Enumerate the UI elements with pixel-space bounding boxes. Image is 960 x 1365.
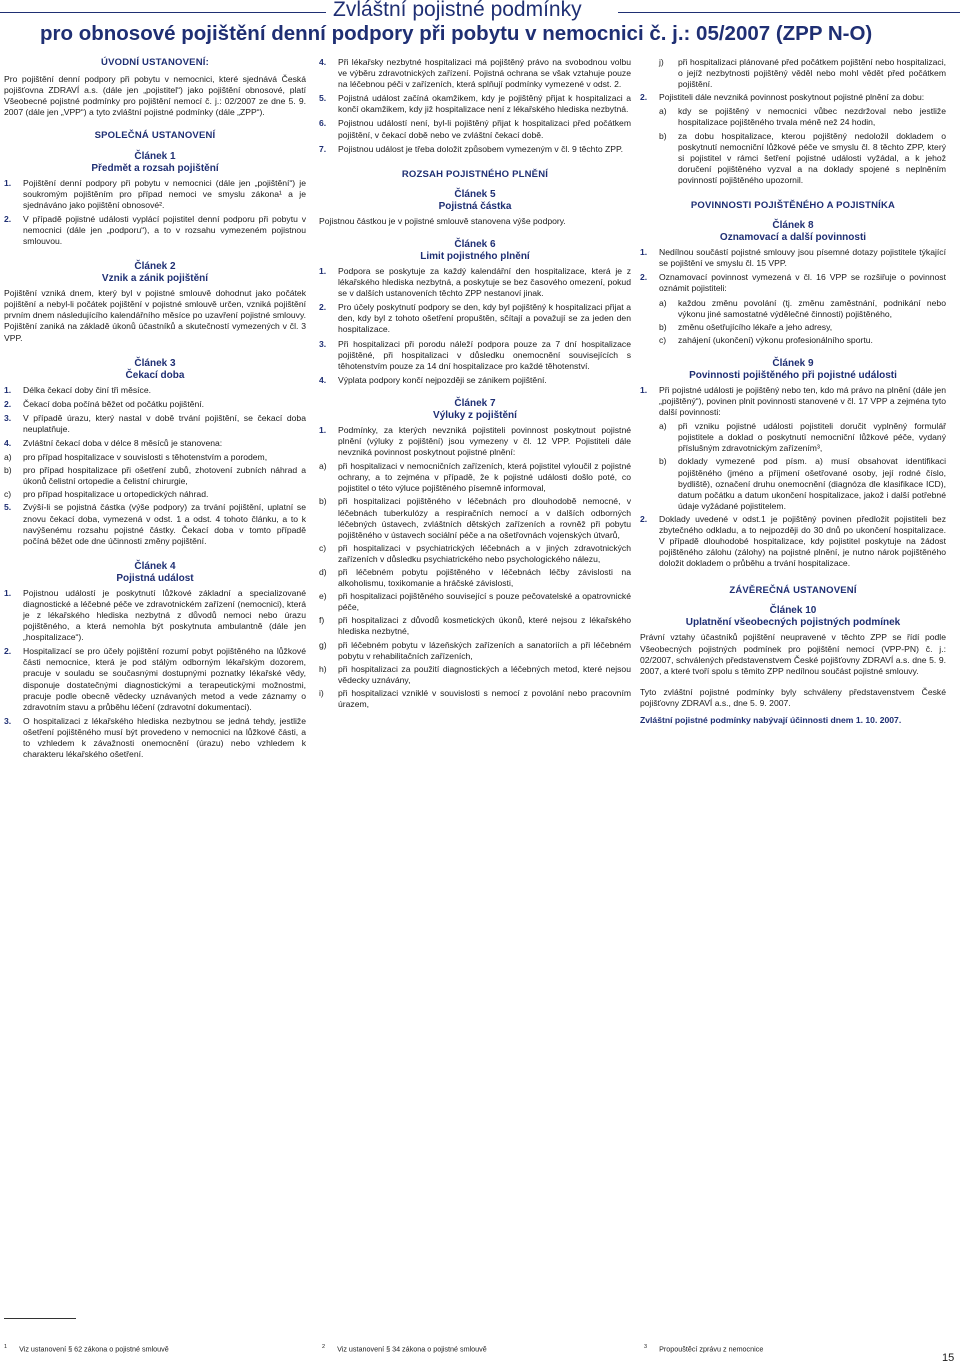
article-5-heading: Článek 5 Pojistná částka — [438, 188, 512, 212]
intro-paragraph: Pro pojištění denní podpory při pobytu v nemocnici, které sjednává Česká pojišťovna ZDRAVÍ a.s. (dále jen „pojistitel“) jako pojištění obnosové, platí Všeobecné pojistné podmínky pro pojištění nemocí č. j.: 02/2007 ze dne 5. 9. 2007 (dále jen „VPP“) a tyto zvláštní pojistné podmínky (dále „ZPP“). — [4, 74, 306, 118]
list-item: 4. Při lékařsky nezbytné hospitalizaci má pojištěný právo na svobodnou volbu ve výběru zdravotnických zařízení. Pojistná ochrana se však vztahuje pouze na léčebnou péči v zařízeních, která splňují podmínky vymezené v odst. 2. — [319, 57, 631, 90]
column-3 — [640, 57, 946, 726]
sub-item: a) při vzniku pojistné události pojistiteli doručit vyplněný formulář pojistitele a doklad o poskytnutí nemocniční lůžkové péče, vydaný příslušným zdravotnickým zařízením³, — [659, 421, 946, 454]
header-rule-right — [618, 12, 960, 13]
list-item: 3. V případě úrazu, který nastal v době trvání pojištění, se čekací doba neuplatňuje. — [4, 412, 306, 434]
article-7-heading: Článek 7 Výluky z pojištění — [433, 397, 517, 421]
document-title: Zvláštní pojistné podmínky — [333, 0, 582, 21]
sub-item: e) při hospitalizaci pojištěného související s pouze pečovatelské a opatrovnické péče, — [319, 591, 631, 613]
sub-item: c) při hospitalizaci v psychiatrických léčebnách a v jiných zdravotnických zařízeních v důsledku psychiatrického nebo psychologického nálezu, — [319, 542, 631, 564]
section-title-duties: POVINNOSTI POJIŠTĚNÉHO A POJISTNÍKA — [690, 200, 896, 212]
section-title-final: ZÁVĚREČNÁ USTANOVENÍ — [729, 585, 857, 597]
page-number: 15 — [942, 1352, 955, 1364]
list-item: 1. Nedílnou součástí pojistné smlouvy jsou písemné dotazy pojistitele týkající se pojištění ve smyslu čl. 15 VPP. — [640, 247, 946, 269]
sub-item: a) každou změnu povolání (tj. změnu zaměstnání, podnikání nebo výkonu jiné samostatné výdělečné činnosti) pojištěného, — [659, 297, 946, 319]
sub-item: c) pro případ hospitalizace u ortopedických náhrad. — [4, 489, 209, 500]
article-10-heading: Článek 10 Uplatnění všeobecných pojistných podmínek — [685, 605, 901, 629]
list-item: 1. Podmínky, za kterých nevzniká pojistiteli povinnost poskytnout pojistné plnění (výluky z pojištění) jsou vymezeny v čl. 12 VPP. Pojistiteli dále nevzniká povinnost poskytnout pojistné plnění: — [319, 424, 631, 458]
article-6-heading: Článek 6 Limit pojistného plnění — [420, 238, 530, 262]
column-1 — [4, 57, 306, 763]
article-8-heading: Článek 8 Oznamovací a další povinnosti — [719, 220, 867, 244]
list-item: 4. Výplata podpory končí nejpozději se zánikem pojištění. — [319, 374, 547, 385]
list-item: 2. Doklady uvedené v odst.1 je pojištěný povinen předložit pojistiteli bez zbytečného odkladu, a to nejpozději do 30 dnů po ukončení hospitalizace. V případě dlouhodobé hospitalizace, kdy pojistitel poskytuje na žádost pojištěného zálohu (zálohy) na pojistné plnění, je nutno nárok pojištěného doložit dokladem o průběhu a trvání hospitalizace. — [640, 513, 946, 569]
footnote-2: $^2$ Viz ustanovení § 34 zákona o pojistné smlouvě — [322, 1344, 487, 1354]
list-item: 1. Pojistnou událostí je poskytnutí lůžkové základní a specializované diagnostické a léčebné péče ve zdravotnickém zařízení (nemocnici), která je z lékařského hlediska nezbytná z důvodů nemoci nebo úrazu pojištěného, a která nemohla být poskytnuta ambulantně (dále jen „hospitalizace“). — [4, 587, 306, 643]
list-item: 2. Hospitalizací se pro účely pojištění rozumí pobyt pojištěného na lůžkové části nemocnice, která je pod stálým odborným lékařským dozorem, pracuje v souladu se současnými dostupnými poznatky lékařské vědy, disponuje dostatečnými diagnostickými a terapeutickými možnostmi, pracuje podle obecně vědecky uznávaných metod a vede záznamy o zdravotním stavu a průběhu léčení (zdravotní dokumentaci). — [4, 646, 306, 712]
list-item: 4. Zvláštní čekací doba v délce 8 měsíců je stanovena: — [4, 437, 223, 448]
sub-item: d) při léčebném pobytu pojištěného v léčebnách léčby závislosti na alkoholismu, toxikomanie a hráčské závislosti, — [319, 567, 631, 589]
list-item: 1. Délka čekací doby činí tři měsíce. — [4, 384, 151, 395]
sub-item: g) při léčebném pobytu v lázeňských zařízeních a sanatoriích a při léčebném pobytu v rehabilitačních zařízeních, — [319, 639, 631, 661]
effective-date-note: Zvláštní pojistné podmínky nabývají účinnosti dnem 1. 10. 2007. — [640, 715, 902, 726]
list-item: 5. Zvýší-li se pojistná částka (výše podpory) za trvání pojištění, uplatní se znovu čekací doba, vymezená v odst. 1 a odst. 4 tohoto článku, a to k navýšenému rozsahu pojistné částky. Čekací doba v tomto případě počíná běžet ode dne účinnosti změny pojištění. — [4, 502, 306, 546]
document-subtitle: pro obnosové pojištění denní podpory při pobytu v nemocnici č. j.: 05/2007 (ZPP N-O) — [40, 22, 873, 45]
sub-item: b) za dobu hospitalizace, kterou pojištěný nedoložil dokladem o poskytnutí nemocniční lůžkové péče ve smyslu čl. 8 těchto ZPP, který si pojistitel v rámci šetření pojistné události vyžádal, a k jehož doručení pojištěného vyzval a na doklady spojené s neplněním povinností pojištěného upozornil. — [659, 130, 946, 185]
section-title-scope: ROZSAH POJISTNÉHO PLNĚNÍ — [401, 168, 549, 180]
sub-item: i) při hospitalizaci vzniklé v souvislosti s nemocí z povolání nebo pracovním úrazem, — [319, 687, 631, 710]
section-title-intro: ÚVODNÍ USTANOVENÍ: — [101, 57, 209, 68]
article-5-paragraph: Pojistnou částkou je v pojistné smlouvě stanovena výše podpory. — [319, 215, 566, 226]
list-item: 5. Pojistná událost začíná okamžikem, kdy je pojištěný přijat k hospitalizaci a končí okamžikem, kdy již hospitalizace není z lékařského hlediska nezbytná. — [319, 93, 631, 115]
list-item: 7. Pojistnou událost je třeba doložit způsobem vymezeným v čl. 9 těchto ZPP. — [319, 143, 624, 154]
sub-item: b) doklady vymezené pod písm. a) musí obsahovat identifikaci pojištěného (jméno a příjmení ošetřované osoby, její rodné číslo, bydliště), označení druhu onemocnění (diagnóza dle klasifikace ICD), datum počátku a datum ukončení hospitalizace, jakož i další potřebné údaje vyžádané pojistitelem. — [659, 456, 946, 511]
article-2-paragraph: Pojištění vzniká dnem, který byl v pojistné smlouvě dohodnut jako počátek pojištění a nebyl-li počátek pojištění v pojistné smlouvě určen, vzniká pojištění prvním dnem následujícího kalendářního měsíce po uzavření pojistné smlouvy. Pojištění zaniká na základě úkonů účastníků a skutečností vymezených v čl. 3 VPP. — [4, 288, 306, 343]
list-item: 2. V případě pojistné události vyplácí pojistitel denní podporu při pobytu v nemocnici (dále jen „podporu“), a to v rozsahu vymezeném pojistnou smlouvou. — [4, 213, 306, 247]
article-3-heading: Článek 3 Čekací doba — [125, 357, 185, 381]
footnote-1: $^1$ Viz ustanovení § 62 zákona o pojistné smlouvě — [4, 1344, 169, 1354]
sub-item: b) při hospitalizaci pojištěného v léčebnách pro dlouhodobě nemocné, v léčebnách tuberkulózy a respiračních nemocí a v dalších odborných léčebných ústavech, zvláštních dětských zařízeních a rovněž při pobytu pojištěného v ústavech sociální péče a na ošetřovnách vojenských útvarů, — [319, 496, 631, 540]
footnote-rule — [4, 1318, 76, 1319]
list-item: 3. O hospitalizaci z lékařského hlediska nezbytnou se jedná tehdy, jestliže ošetření pojištěného musí být provedeno v nemocnici na lůžkové části, a to vzhledem k závažnosti onemocnění (úrazu) nebo vzhledem k charakteru lékařského ošetření. — [4, 715, 306, 760]
list-item: 2. Pro účely poskytnutí podpory se den, kdy byl pojištěný k hospitalizaci přijat a den, kdy byl z tohoto ošetření propuštěn, sčítají a považují se za jeden den hospitalizace. — [319, 302, 631, 335]
footnote-3: $^3$ Propouštěcí zprávu z nemocnice — [644, 1344, 764, 1354]
section-title-common: SPOLEČNÁ USTANOVENÍ — [94, 130, 216, 142]
list-item: 3. Při hospitalizaci při porodu náleží podpora pouze za 7 dní hospitalizace pojištěné, při hospitalizaci v důsledku onemocnění souvisejících s těhotenstvím pouze za 14 dní hospitalizace pro každé těhotenství. — [319, 338, 631, 371]
list-item: 1. Podpora se poskytuje za každý kalendářní den hospitalizace, která je z lékařského hlediska nezbytná, a poskytuje se bez časového omezení, pokud se v dalších ustanoveních těchto ZPP nestanoví jinak. — [319, 265, 631, 299]
sub-item: a) při hospitalizaci v nemocničních zařízeních, která pojistitel vyloučil z pojistné ochrany, a to zejména v případě, že k pojistné události došlo poté, co pojistitel o této výluce pojištěného písemně informoval, — [319, 461, 631, 494]
sub-item: a) pro případ hospitalizace v souvislosti s těhotenstvím a porodem, — [4, 452, 268, 463]
article-4-heading: Článek 4 Pojistná událost — [116, 560, 194, 584]
list-item: 6. Pojistnou událostí není, byl-li pojištěný přijat k hospitalizaci před počátkem pojištění, v čekací době nebo ve zvláštní čekací době. — [319, 118, 631, 140]
column-2 — [319, 57, 631, 712]
approval-paragraph: Tyto zvláštní pojistné podmínky byly schváleny představenstvem České pojišťovny ZDRAVÍ a.s., dne 5. 9. 2007. — [640, 686, 946, 708]
header-rule-left — [0, 12, 326, 13]
list-item: 2. Pojistiteli dále nevzniká povinnost poskytnout pojistné plnění za dobu: — [640, 92, 925, 103]
sub-item: b) pro případ hospitalizace při ošetření zubů, zhotovení zubních náhrad a úkonů čelistní ortopedie a čelistní chirurgie, — [4, 465, 306, 487]
list-item: 2. Čekací doba počíná běžet od počátku pojištění. — [4, 398, 205, 409]
article-10-paragraph: Právní vztahy účastníků pojištění neupravené v těchto ZPP se řídí podle Všeobecných pojistných podmínek pro pojištění nemocí (VPP-PN) č. j.: 02/2007, schválených představenstvem České pojišťovny ZDRAVÍ a.s. dne 5. 9. 2007, a které tvoří spolu s těmito ZPP nedílnou součást pojistné smlouvy. — [640, 632, 946, 676]
article-1-heading: Článek 1 Předmět a rozsah pojištění — [91, 150, 219, 174]
sub-item: b) změnu ošetřujícího lékaře a jeho adresy, — [659, 321, 833, 332]
sub-item: j) při hospitalizaci plánované před počátkem pojištění nebo hospitalizaci, o jejíž nezbytnosti pojištěný věděl nebo mohl vědět před počátkem pojištění. — [659, 57, 946, 90]
sub-item: f) při hospitalizaci z důvodů kosmetických úkonů, které nejsou z lékařského hlediska nezbytné, — [319, 615, 631, 637]
sub-item: c) zahájení (ukončení) výkonu profesionálního sportu. — [659, 334, 873, 345]
article-2-heading: Článek 2 Vznik a zánik pojištění — [101, 261, 209, 285]
list-item: 1. Pojištění denní podpory při pobytu v nemocnici (dále jen „pojištění“) je soukromým pojištěním pro případ nemoci ve smyslu zákona¹ a je sjednáváno jako pojištění obnosové². — [4, 177, 306, 210]
list-item: 1. Při pojistné události je pojištěný nebo ten, kdo má právo na plnění (dále jen „pojištěný“), povinen plnit povinnosti stanovené v čl. 17 VPP a zejména tyto další povinnosti: — [640, 384, 946, 418]
footnotes — [0, 1318, 960, 1358]
list-item: 2. Oznamovací povinnost vymezená v čl. 16 VPP se rozšiřuje o povinnost oznámit pojistiteli: — [640, 272, 946, 294]
article-9-heading: Článek 9 Povinnosti pojištěného při pojistné události — [689, 357, 897, 381]
sub-item: a) kdy se pojištěný v nemocnici vůbec nezdržoval nebo jestliže hospitalizace pojištěného trvala méně než 24 hodin, — [659, 106, 946, 128]
sub-item: h) při hospitalizaci za použití diagnostických a léčebných metod, které nejsou vědecky uznávány, — [319, 663, 631, 685]
